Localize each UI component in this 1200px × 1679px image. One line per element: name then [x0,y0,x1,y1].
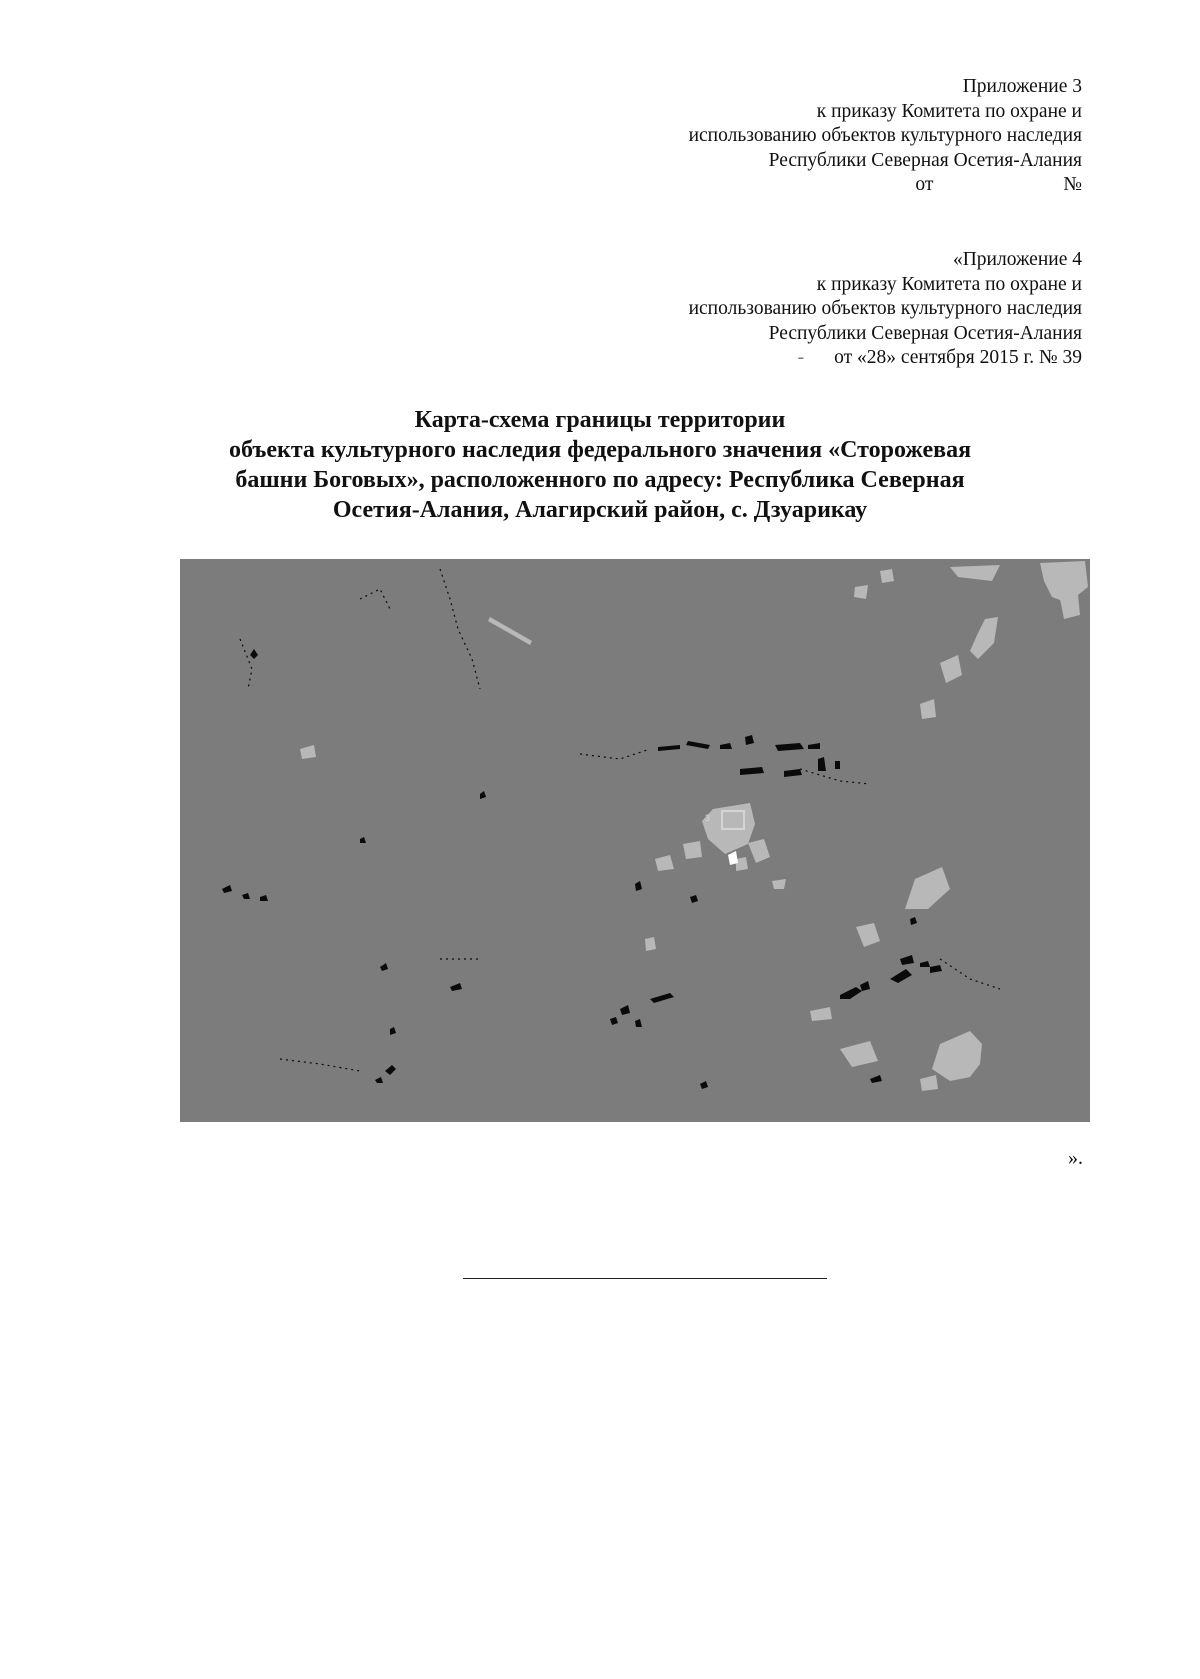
territory-map-image [180,559,1090,1122]
appendix-3-title: Приложение 3 [962,76,1082,97]
document-title-line-1: Карта-схема границы территории [414,407,786,433]
appendix-3-number-sign: № [1063,174,1082,195]
appendix-3-header [659,75,1082,198]
separator-line [463,1278,827,1279]
appendix-3-order-line [659,173,1082,198]
appendix-4-order-line-row: - от «28» сентября 2015 г. № 39 [797,347,1082,368]
document-title-line-3: башни Боговых», расположенного по адресу: Республика Северная [235,467,965,493]
appendix-3-line-2: использованию объектов культурного наследия [688,125,1082,146]
document-title [0,405,1200,525]
appendix-3-date-prefix: от [915,174,934,195]
appendix-4-line-2: использованию объектов культурного наследия [688,298,1082,319]
appendix-4-line-3: Республики Северная Осетия-Алания [768,322,1082,344]
closing-quote: ». [1068,1147,1083,1169]
appendix-3-line-1: к приказу Комитета по охране и [816,100,1082,122]
appendix-4-header [689,248,1082,371]
appendix-4-title: «Приложение 4 [952,249,1082,270]
appendix-3-line-3: Республики Северная Осетия-Алания [768,149,1082,171]
map-point-label: 3 [705,813,711,823]
document-title-line-2: объекта культурного наследия федерального значения «Сторожевая [228,437,972,463]
territory-map-scheme [180,559,1090,1122]
appendix-4-line-1: к приказу Комитета по охране и [816,273,1082,295]
appendix-4-order-line: от «28» сентября 2015 г. № 39 [834,347,1082,368]
document-title-line-4: Осетия-Алания, Алагирский район, с. Дзуарикау [332,497,868,523]
